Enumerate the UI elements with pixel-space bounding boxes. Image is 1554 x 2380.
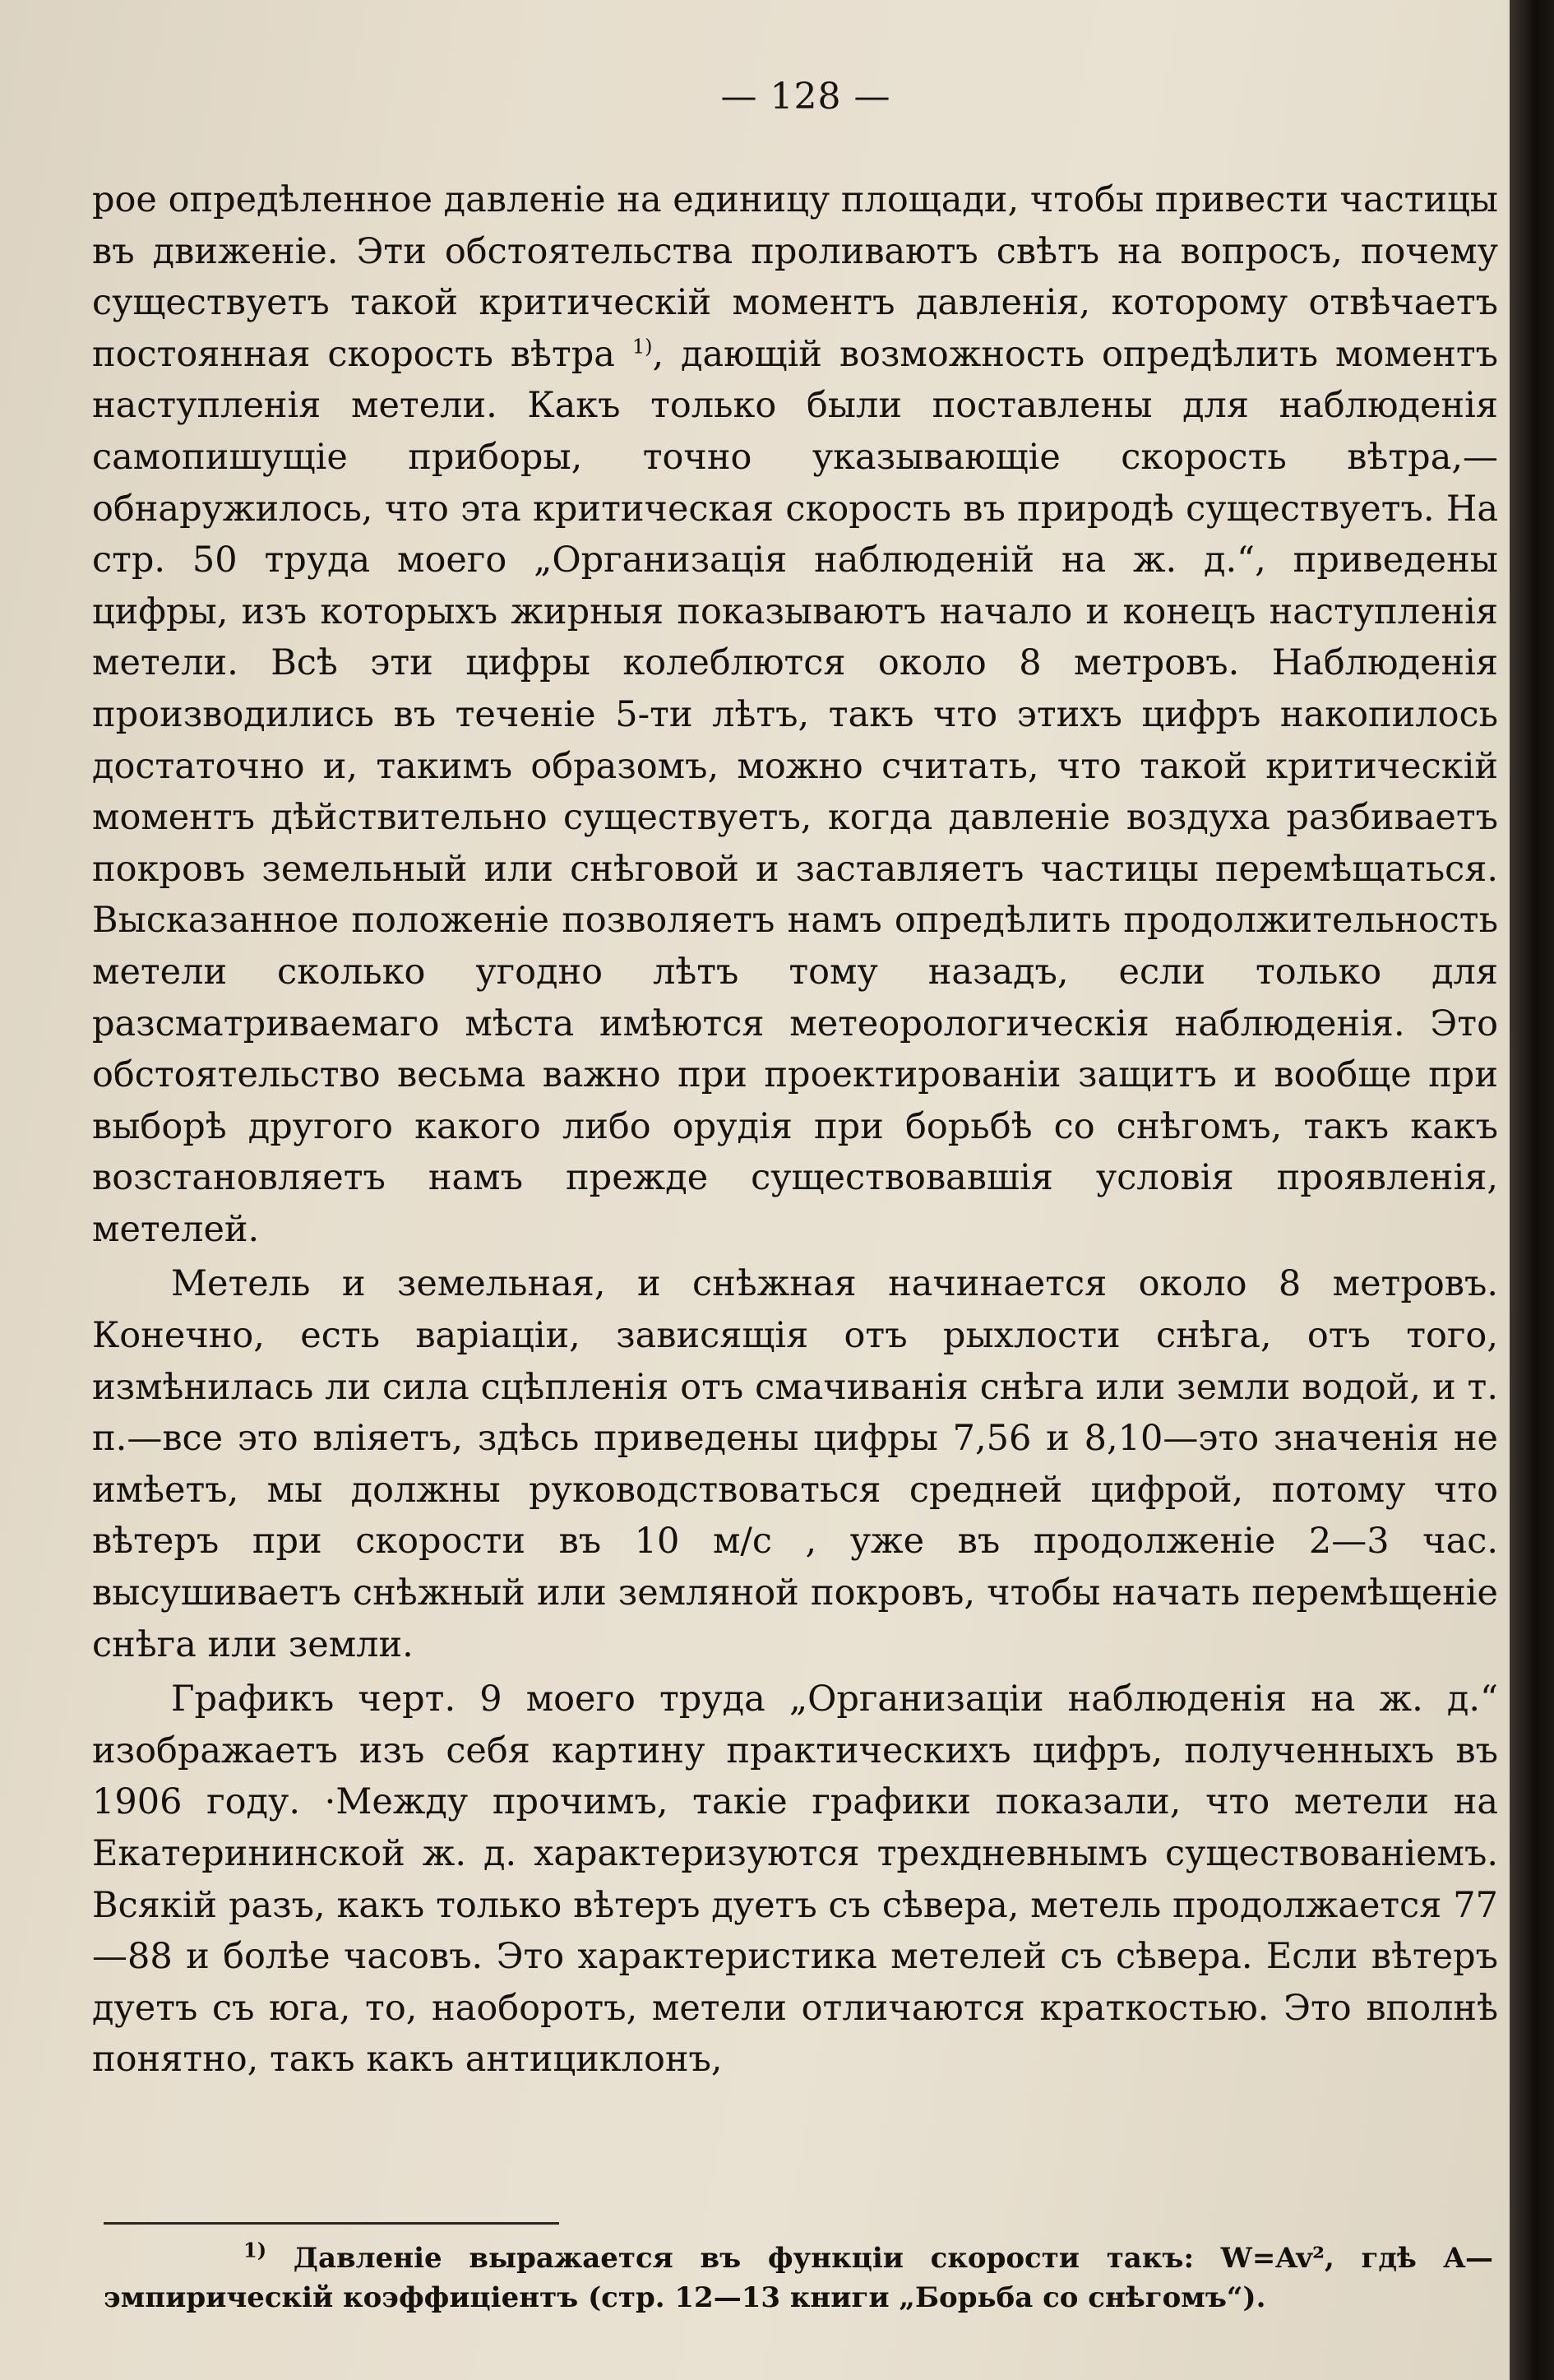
page-number: — 128 — (720, 76, 891, 118)
footnote-text: Давленіе выражается въ функціи скорости такъ: W=Av², гдѣ A—эмпирическій коэффиціентъ (стр. 12—13 книги „Борьба со снѣгомъ“). (104, 2242, 1494, 2314)
footnote-reference: 1) (631, 335, 653, 359)
paragraph-1 (92, 174, 1498, 1255)
page-edge-shadow (1510, 0, 1554, 2380)
paragraph-3: Графикъ черт. 9 моего труда „Организаціи наблюденія на ж. д.“ изображаетъ изъ себя картину практическихъ цифръ, полученныхъ въ 1906 году. ·Между прочимъ, такіе графики показали, что метели на Екатерининской ж. д. характеризуются трехдневнымъ существованіемъ. Всякій разъ, какъ только вѣтеръ дуетъ съ сѣвера, метель продолжается 77—88 и болѣе часовъ. Это характеристика метелей съ сѣвера. Если вѣтеръ дуетъ съ юга, то, наоборотъ, метели отличаются краткостью. Это вполнѣ понятно, такъ какъ антициклонъ, (92, 1679, 1498, 2081)
footnote-divider (104, 2222, 559, 2225)
paragraph-1-text-before: рое опредѣленное давленіе на единицу площади, чтобы привести частицы въ движеніе. Эти обстоятельства проливаютъ свѣтъ на вопросъ, почему существуетъ такой критическій моментъ давленія, которому отвѣчаетъ постоянная скорость вѣтра (92, 179, 1498, 375)
paragraph-2: Метель и земельная, и снѣжная начинается около 8 метровъ. Конечно, есть варіаціи, зависящія отъ рыхлости снѣга, отъ того, измѣнилась ли сила сцѣпленія отъ смачиванія снѣга или земли водой, и т. п.—все это вліяетъ, здѣсь приведены цифры 7,56 и 8,10—это значенія не имѣетъ, мы должны руководствоваться средней цифрой, потому что вѣтеръ при скорости въ 10 м/с , уже въ продолженіе 2—3 час. высушиваетъ снѣжный или земляной покровъ, чтобы начать перемѣщеніе снѣга или земли. (92, 1263, 1498, 1665)
footnote (104, 2239, 1493, 2317)
footnote-mark: 1) (243, 2238, 267, 2262)
paragraph-1-text-after: , дающій возможность опредѣлить моментъ наступленія метели. Какъ только были поставлены для наблюденія самопишущіе приборы, точно указывающіе скорость вѣтра,—обнаружилось, что эта критическая скорость въ природѣ существуетъ. На стр. 50 труда моего „Организація наблюденій на ж. д.“, приведены цифры, изъ которыхъ жирныя показываютъ начало и конецъ наступленія метели. Всѣ эти цифры колеблются около 8 метровъ. Наблюденія производились въ теченіе 5-ти лѣтъ, такъ что этихъ цифръ накопилось достаточно и, такимъ образомъ, можно считать, что такой критическій моментъ дѣйствительно существуетъ, когда давленіе воздуха разбиваетъ покровъ земельный или снѣговой и заставляетъ частицы перемѣщаться. Высказанное положеніе позволяетъ намъ опредѣлить продолжительность метели сколько угодно лѣтъ тому назадъ, если только для разсматриваемаго мѣста имѣются метеорологическія наблюденія. Это обстоятельство весьма важно при проектированіи защитъ и вообще при выборѣ другого какого либо орудія при борьбѣ со снѣгомъ, такъ какъ возстановляетъ намъ прежде существовавшія условія проявленія, метелей. (92, 333, 1499, 1250)
body-text (92, 174, 1498, 2086)
